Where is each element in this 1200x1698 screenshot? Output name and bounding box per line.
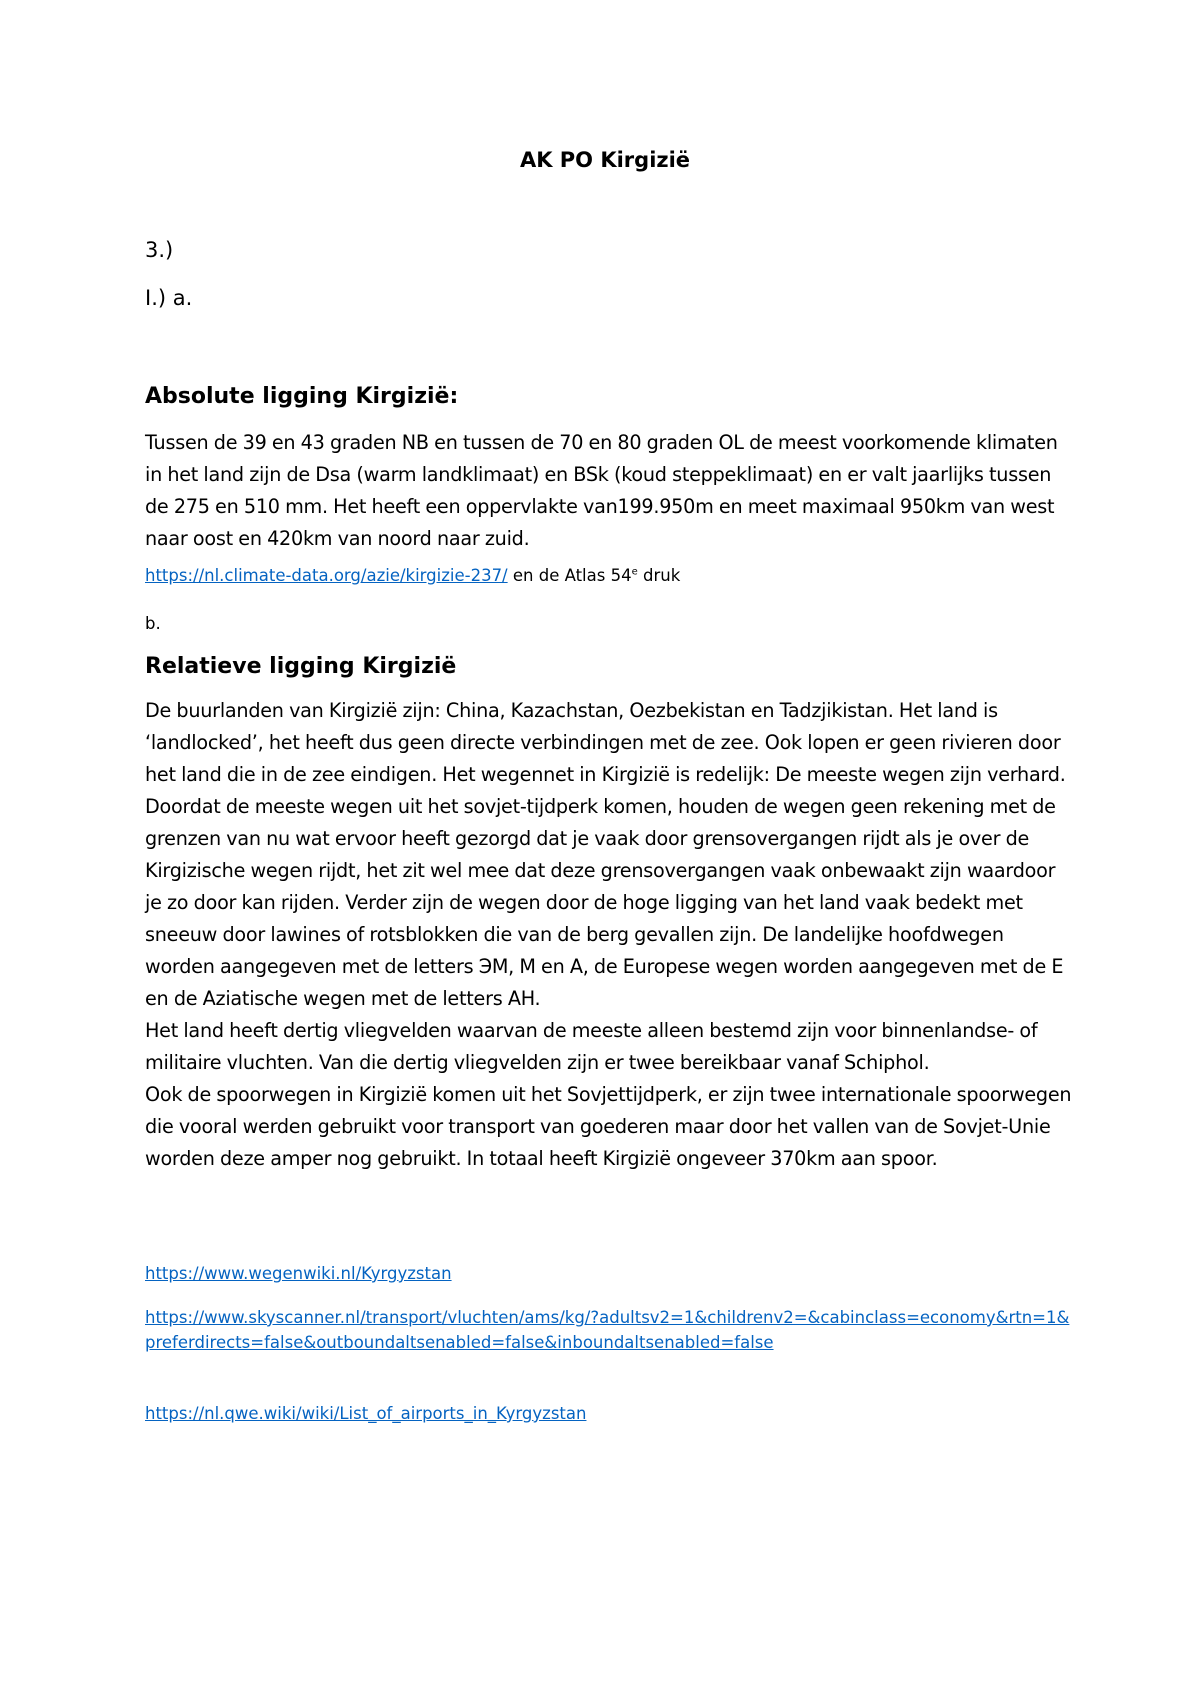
wegenwiki-link[interactable]: https://www.wegenwiki.nl/Kyrgyzstan bbox=[145, 1264, 452, 1283]
source-link-line-1 bbox=[145, 1261, 1075, 1286]
climate-data-link[interactable]: https://nl.climate-data.org/azie/kirgizie-237/ bbox=[145, 566, 508, 585]
atlas-text-end: druk bbox=[637, 566, 681, 585]
relative-location-heading: Relatieve ligging Kirgizië bbox=[145, 654, 457, 679]
label-b: b. bbox=[145, 614, 161, 633]
absolute-source-line bbox=[145, 563, 1075, 588]
absolute-location-text: Tussen de 39 en 43 graden NB en tussen de 70 en 80 graden OL de meest voorkomende klimaten in het land zijn de Dsa (warm landklimaat) en BSk (koud steppeklimaat) en er valt jaarlijks tussen de 275 en 510 mm. Het heeft een oppervlakte van199.950m en meet maximaal 950km van west naar oost en 420km van noord naar zuid. bbox=[145, 431, 1058, 550]
relative-paragraph-3: Ook de spoorwegen in Kirgizië komen uit het Sovjettijdperk, er zijn twee internationale spoorwegen die vooral werden gebruikt voor transport van goederen maar door het vallen van de Sovjet-Unie worden deze amper nog gebruikt. In totaal heeft Kirgizië ongeveer 370km aan spoor. bbox=[145, 1083, 1072, 1170]
subsection-label: I.) a. bbox=[145, 286, 193, 310]
section-number: 3.) bbox=[145, 238, 174, 262]
atlas-superscript: e bbox=[631, 566, 638, 578]
relative-location-body bbox=[145, 695, 1075, 1175]
document-title: AK PO Kirgizië bbox=[519, 148, 691, 172]
skyscanner-link[interactable]: https://www.skyscanner.nl/transport/vluchten/ams/kg/?adultsv2=1&childrenv2=&cabinclass=economy&rtn=1&preferdirects=false&outboundaltsenabled=false&inboundaltsenabled=false bbox=[145, 1308, 1070, 1352]
relative-paragraph-1: De buurlanden van Kirgizië zijn: China, Kazachstan, Oezbekistan en Tadzjikistan. Het land is ‘landlocked’, het heeft dus geen directe verbindingen met de zee. Ook lopen er geen rivieren door het land die in de zee eindigen. Het wegennet in Kirgizië is redelijk: De meeste wegen zijn verhard. Doordat de meeste wegen uit het sovjet-tijdperk komen, houden de wegen geen rekening met de grenzen van nu wat ervoor heeft gezorgd dat je vaak door grensovergangen rijdt als je over de Kirgizische wegen rijdt, het zit wel mee dat deze grensovergangen vaak onbewaakt zijn waardoor je zo door kan rijden. Verder zijn de wegen door de hoge ligging van het land vaak bedekt met sneeuw door lawines of rotsblokken die van de berg gevallen zijn. De landelijke hoofdwegen worden aangegeven met de letters ЭМ, M en A, de Europese wegen worden aangegeven met de E en de Aziatische wegen met de letters AH. bbox=[145, 699, 1066, 1010]
qwe-wiki-link[interactable]: https://nl.qwe.wiki/wiki/List_of_airports_in_Kyrgyzstan bbox=[145, 1404, 587, 1423]
source-link-line-2 bbox=[145, 1305, 1075, 1355]
absolute-location-heading: Absolute ligging Kirgizië: bbox=[145, 384, 459, 409]
source-link-line-3 bbox=[145, 1401, 1075, 1426]
relative-paragraph-2: Het land heeft dertig vliegvelden waarvan de meeste alleen bestemd zijn voor binnenlandse- of militaire vluchten. Van die dertig vliegvelden zijn er twee bereikbaar vanaf Schiphol. bbox=[145, 1019, 1038, 1074]
atlas-text: en de Atlas 54 bbox=[507, 566, 632, 585]
